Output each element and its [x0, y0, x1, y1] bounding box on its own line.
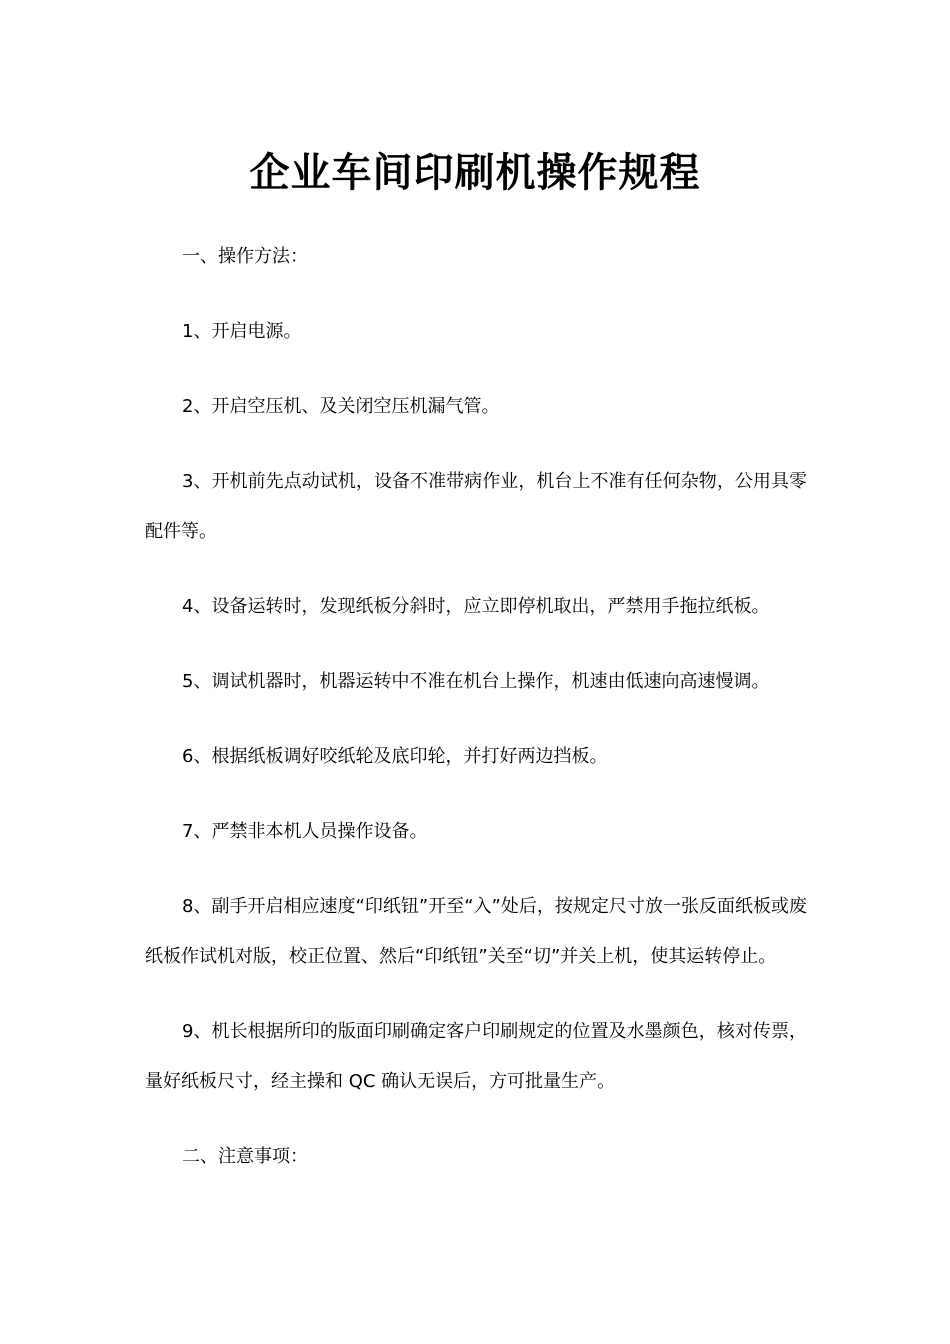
step-1-paragraph: 1、开启电源。 — [182, 321, 302, 342]
step-4-paragraph: 4、设备运转时，发现纸板分斜时，应立即停机取出，严禁用手拖拉纸板。 — [182, 596, 770, 617]
step-8-paragraph: 8、副手开启相应速度“印纸钮”开至“入”处后，按规定尺寸放一张反面纸板或废纸板作试机对版，校正位置、然后“印纸钮”关至“切”并关上机，使其运转停止。 — [145, 896, 807, 967]
step-7-paragraph: 7、严禁非本机人员操作设备。 — [182, 821, 428, 842]
step-3-paragraph: 3、开机前先点动试机，设备不准带病作业，机台上不准有任何杂物，公用具零配件等。 — [145, 471, 807, 542]
step-5-paragraph: 5、调试机器时，机器运转中不准在机台上操作，机速由低速向高速慢调。 — [182, 671, 770, 692]
step-9-paragraph: 9、机长根据所印的版面印刷确定客户印刷规定的位置及水墨颜色，核对传票，量好纸板尺寸，经主操和 QC 确认无误后，方可批量生产。 — [145, 1021, 807, 1092]
section-heading-operation-method: 一、操作方法： — [182, 246, 308, 267]
step-2-paragraph: 2、开启空压机、及关闭空压机漏气管。 — [182, 396, 500, 417]
document-body — [145, 232, 807, 1207]
step-6-paragraph: 6、根据纸板调好咬纸轮及底印轮，并打好两边挡板。 — [182, 746, 608, 767]
section-heading-precautions: 二、注意事项： — [182, 1146, 308, 1167]
document-title: 企业车间印刷机操作规程 — [249, 150, 701, 196]
